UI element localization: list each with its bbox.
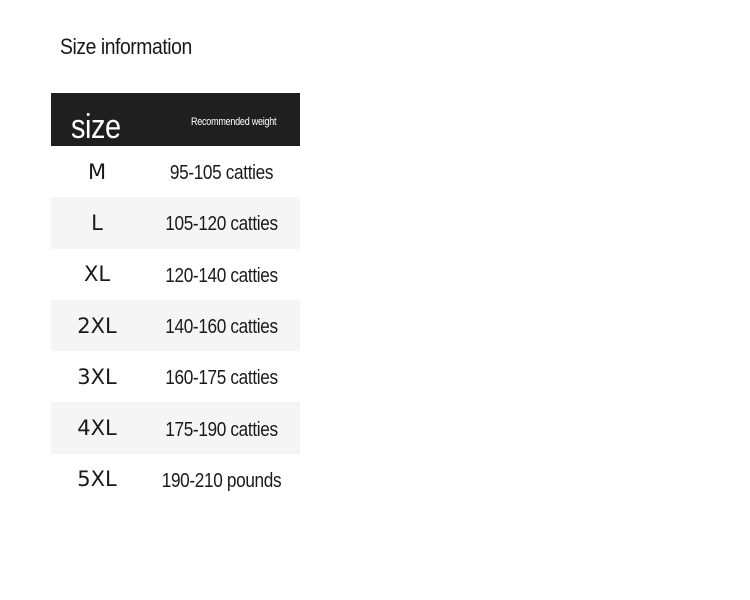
- size-cell: 2XL: [77, 313, 117, 338]
- table-row: [51, 351, 300, 402]
- size-cell: 5XL: [77, 467, 117, 492]
- size-table: [51, 93, 300, 505]
- weight-cell: 190-210 pounds: [161, 469, 282, 492]
- weight-cell: 95-105 catties: [169, 162, 274, 185]
- table-row: [51, 402, 300, 453]
- table-row: [51, 249, 300, 300]
- table-header: [51, 93, 300, 146]
- weight-cell: 120-140 catties: [165, 264, 278, 287]
- size-cell: L: [91, 210, 103, 235]
- size-cell: 4XL: [77, 416, 117, 441]
- table-row: [51, 146, 300, 197]
- size-cell: XL: [83, 262, 111, 287]
- table-row: [51, 197, 300, 248]
- size-column-header: size: [71, 108, 121, 146]
- page-title: Size information: [60, 34, 192, 59]
- size-cell: M: [87, 159, 107, 184]
- size-cell: 3XL: [77, 364, 117, 389]
- weight-cell: 105-120 catties: [165, 213, 278, 236]
- table-row: [51, 300, 300, 351]
- weight-column-header: Recommended weight: [191, 116, 277, 128]
- weight-cell: 160-175 catties: [165, 367, 278, 390]
- weight-cell: 140-160 catties: [165, 316, 278, 339]
- table-row: [51, 454, 300, 505]
- weight-cell: 175-190 catties: [165, 418, 278, 441]
